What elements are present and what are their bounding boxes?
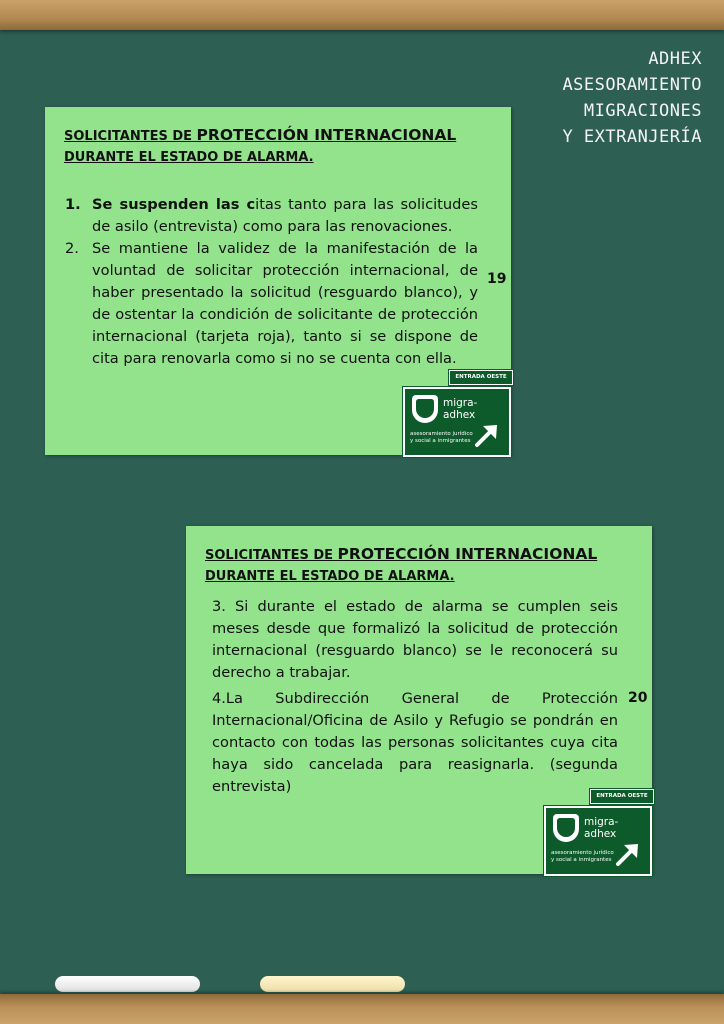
arrow-up-right-icon bbox=[614, 840, 642, 868]
brand-heading bbox=[562, 46, 702, 150]
arrow-up-right-icon bbox=[473, 421, 501, 449]
page-number: 19 bbox=[487, 271, 507, 287]
sign-tagline-line: y social a inmigrantes bbox=[410, 438, 471, 444]
sign-plate: ENTRADA OESTE bbox=[449, 370, 513, 385]
title-subline: DURANTE EL ESTADO DE ALARMA. bbox=[64, 150, 314, 165]
sign-tagline bbox=[410, 431, 473, 445]
brand-line: MIGRACIONES bbox=[583, 101, 702, 121]
item-lead: Se suspenden las c bbox=[92, 196, 256, 213]
card-title bbox=[64, 125, 478, 168]
migra-adhex-sign bbox=[403, 370, 511, 457]
yellow-chalk bbox=[260, 976, 405, 992]
page-number: 20 bbox=[628, 690, 648, 706]
sign-tagline-line: y social a inmigrantes bbox=[551, 857, 612, 863]
title-prefix: SOLICITANTES DE bbox=[64, 129, 197, 144]
sign-tagline-line: asesoramiento jurídico bbox=[410, 431, 473, 437]
chalkboard-frame-top bbox=[0, 0, 724, 30]
title-emphasis: PROTECCIÓN INTERNACIONAL bbox=[337, 545, 598, 563]
sign-name: migra-adhex bbox=[584, 816, 619, 840]
sign-name: migra-adhex bbox=[443, 397, 478, 421]
shield-icon bbox=[553, 814, 579, 842]
item-text: itas tanto para las solicitudes de asilo (entrevista) como para las renovaciones. bbox=[92, 196, 478, 235]
title-emphasis: PROTECCIÓN INTERNACIONAL bbox=[196, 126, 457, 144]
sign-board bbox=[403, 387, 511, 457]
sign-tagline-line: asesoramiento jurídico bbox=[551, 850, 614, 856]
migra-adhex-sign bbox=[544, 789, 652, 876]
brand-line: Y EXTRANJERÍA bbox=[562, 127, 702, 147]
measure-4: 4.La Subdirección General de Protección Internacional/Oficina de Asilo y Refugio se pondrán en contacto con todas las personas solicitantes cuya cita haya sido cancelada para reasignarla. (segunda entrevista) bbox=[212, 690, 618, 795]
item-number: 2. bbox=[65, 240, 79, 257]
title-prefix: SOLICITANTES DE bbox=[205, 548, 338, 563]
sign-board bbox=[544, 806, 652, 876]
info-card-20 bbox=[186, 526, 652, 874]
card-title bbox=[205, 544, 619, 587]
sign-plate: ENTRADA OESTE bbox=[590, 789, 654, 804]
shield-icon bbox=[412, 395, 438, 423]
sign-tagline bbox=[551, 850, 614, 864]
measures-list bbox=[65, 194, 478, 370]
item-number: 1. bbox=[65, 196, 81, 213]
brand-line: ADHEX bbox=[648, 49, 702, 69]
info-card-19 bbox=[45, 107, 511, 455]
brand-line: ASESORAMIENTO bbox=[562, 75, 702, 95]
list-item bbox=[65, 238, 478, 370]
list-item bbox=[65, 194, 478, 238]
title-subline: DURANTE EL ESTADO DE ALARMA. bbox=[205, 569, 455, 584]
item-text: Se mantiene la validez de la manifestación de la voluntad de solicitar protección internacional, de haber presentado la solicitud (resguardo blanco), y de ostentar la condición de solicitante de protección internacional (tarjeta roja), tanto si se dispone de cita para renovarla como si no se cuenta con ella. bbox=[92, 240, 478, 367]
chalkboard-frame-bottom bbox=[0, 994, 724, 1024]
measure-3: 3. Si durante el estado de alarma se cumplen seis meses desde que formalizó la solicitud de protección internacional (resguardo blanco) se le reconocerá su derecho a trabajar. bbox=[212, 598, 618, 681]
white-chalk bbox=[55, 976, 200, 992]
